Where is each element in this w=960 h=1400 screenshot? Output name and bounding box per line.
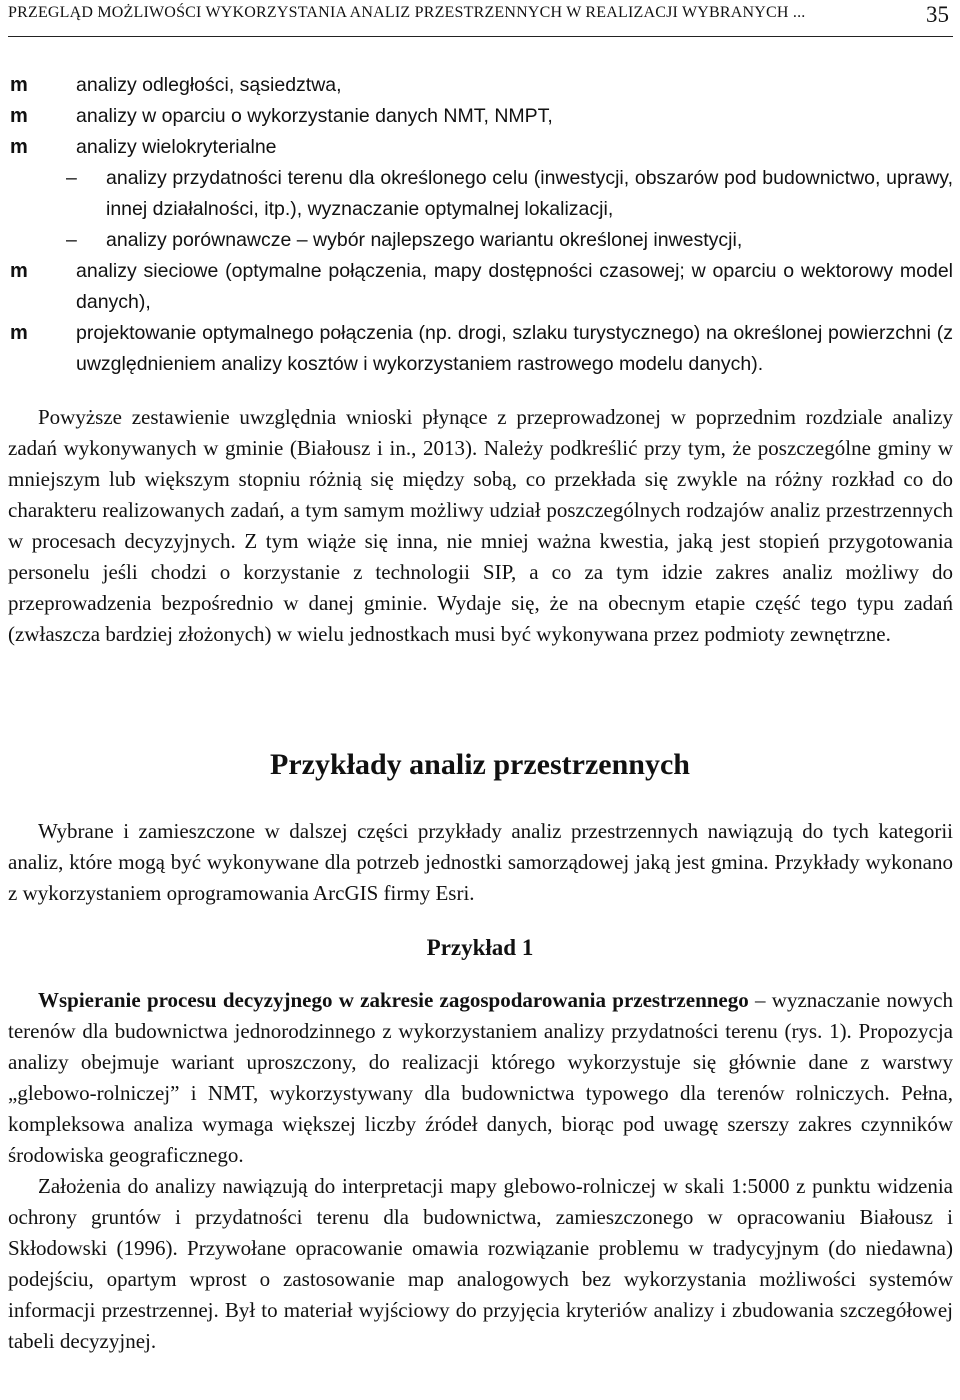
list-item-text: analizy wielokryterialne [76,136,277,158]
page-number: 35 [926,2,949,27]
section-title: Przykłady analiz przestrzennych [270,748,690,781]
paragraph-intro: Wybrane i zamieszczone w dalszej części przykłady analiz przestrzennych nawiązują do tych kategorii analiz, które mogą być wykonywane dla potrzeb jednostki samorządowej jaką jest gmina. Przykłady wykonano z wykorzystaniem oprogramowania ArcGIS firmy Esri. [8,819,953,905]
running-title: PRZEGLĄD MOŻLIWOŚCI WYKORZYSTANIA ANALIZ PRZESTRZENNYCH W REALIZACJI WYBRANYCH ... [8,4,806,21]
page-header [8,0,953,37]
bullet-icon: m [10,105,28,127]
multicriteria-sublist [8,163,953,256]
example-title: Przykład 1 [426,935,534,960]
list-item [8,70,953,101]
bullet-list-block [8,70,953,380]
list-item [8,256,953,318]
list-item-text: projektowanie optymalnego połączenia (np. drogi, szlaku turystycznego) na określonej powierzchni (z uwzględnieniem analizy kosztów i wykorzystaniem rastrowego modelu danych). [76,322,953,375]
paragraph-example-lead: Wspieranie procesu decyzyjnego w zakresie zagospodarowania przestrzennego [38,988,749,1012]
analysis-types-list-continued [8,256,953,380]
bullet-icon: m [10,136,28,158]
paragraph-summary-block [8,402,953,650]
sublist-item [8,163,953,225]
list-item-text: analizy odległości, sąsiedztwa, [76,74,342,96]
list-item-text: analizy w oparciu o wykorzystanie danych NMT, NMPT, [76,105,553,127]
sublist-item-text: analizy porównawcze – wybór najlepszego wariantu określonej inwestycji, [106,229,743,251]
sublist-item [8,225,953,256]
list-item [8,132,953,163]
analysis-types-list [8,70,953,163]
bullet-icon: m [10,322,28,344]
paragraph-example [8,985,953,1171]
dash-icon: – [66,229,77,251]
paragraph-assumptions: Założenia do analizy nawiązują do interpretacji mapy glebowo-rolniczej w skali 1:5000 z punktu widzenia ochrony gruntów i przydatności terenu dla budownictwa, zamieszczonego w opracowaniu Białousz i Skłodowski (1996). Przywołane opracowanie omawia rozwiązanie problemu w tradycyjnym (do niedawna) podejściu, opartym wprost o zastosowanie map analogowych bez wykorzystania możliwości systemów informacji przestrzennej. Był to materiał wyjściowy do przyjęcia kryteriów analizy i zbudowania szczegółowej tabeli decyzyjnej. [8,1174,953,1353]
dash-icon: – [66,167,77,189]
paragraph-example-rest: – wyznaczanie nowych terenów dla budownictwa jednorodzinnego z wykorzystaniem analizy przydatności terenu (rys. 1). Propozycja analizy obejmuje wariant uproszczony, do realizacji którego wykorzystuje się głównie dane z warstwy „glebowo-rolniczej” i NMT, wykorzystywany dla budownictwa typowego dla terenów rolniczych. Pełna, kompleksowa analiza wymaga większej liczby źródeł danych, biorąc pod uwagę szerszy zakres czynników środowiska geograficznego. [8,988,953,1167]
bullet-icon: m [10,74,28,96]
bullet-icon: m [10,260,28,282]
paragraph-intro-block [8,816,953,909]
paragraph-example-block [8,985,953,1357]
list-item-text: analizy sieciowe (optymalne połączenia, mapy dostępności czasowej; w oparciu o wektorowy model danych), [76,260,953,313]
sublist-item-text: analizy przydatności terenu dla określonego celu (inwestycji, obszarów pod budownictwo, uprawy, innej działalności, itp.), wyznaczanie optymalnej lokalizacji, [106,167,953,220]
list-item [8,318,953,380]
list-item [8,101,953,132]
paragraph-summary: Powyższe zestawienie uwzględnia wnioski płynące z przeprowadzonej w poprzednim rozdziale analizy zadań wykonywanych w gminie (Białousz i in., 2013). Należy podkreślić przy tym, że poszczególne gminy w mniejszym lub większym stopniu różnią się między sobą, co przekłada się zwykle na różny rozkład co do charakteru realizowanych zadań, a tym samym możliwy udział poszczególnych rodzajów analiz przestrzennych w procesach decyzyjnych. Z tym wiąże się inna, nie mniej ważna kwestia, jaką jest stopień przygotowania personelu jeśli chodzi o korzystanie z technologii SIP, a co za tym idzie zakres analiz możliwy do przeprowadzenia bezpośrednio w danej gminie. Wydaje się, że na obecnym etapie część tego typu zadań (zwłaszcza bardziej złożonych) w wielu jednostkach musi być wykonywana przez podmioty zewnętrzne. [8,405,953,646]
